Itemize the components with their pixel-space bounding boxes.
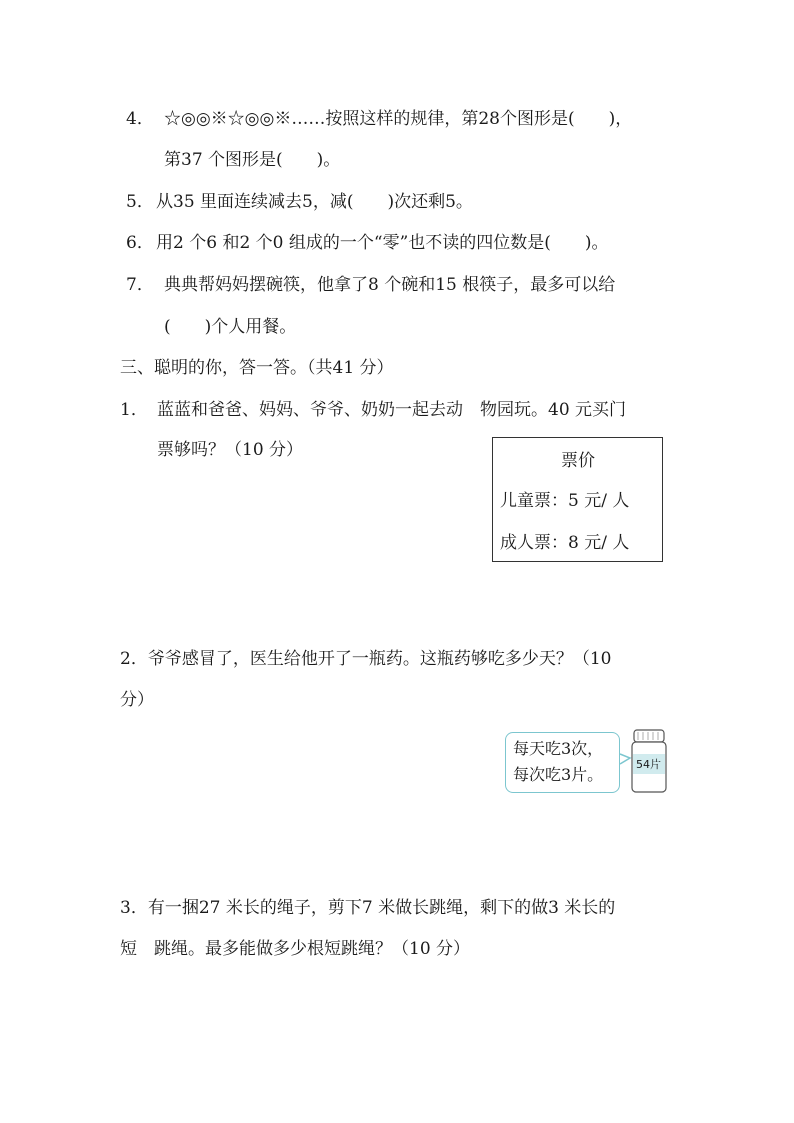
problem-1-number: 1．: [120, 400, 148, 420]
question-7-text-cont: ( )个人用餐。: [164, 317, 297, 337]
question-6-number: 6．: [126, 233, 154, 253]
problem-1-text: 蓝蓝和爸爸、妈妈、爷爷、奶奶一起去动 物园玩。40 元买门: [157, 400, 627, 420]
question-4-number: 4．: [126, 109, 154, 129]
problem-2-text-cont: 分）: [120, 690, 154, 710]
question-6-text: 用2 个6 和2 个0 组成的一个“零”也不读的四位数是( )。: [156, 233, 609, 253]
ticket-price-box: [492, 437, 663, 562]
question-4-text-cont: 第37 个图形是( )。: [164, 150, 341, 170]
dosage-line-2: 每次吃3片。: [513, 765, 604, 784]
question-7-number: 7．: [126, 275, 154, 295]
question-5-text: 从35 里面连续减去5，减( )次还剩5。: [156, 192, 473, 212]
section-3-title: 三、聪明的你，答一答。（共41 分）: [120, 358, 394, 378]
bottle-pill-count: 54片: [636, 758, 661, 771]
ticket-price-child: 儿童票：5 元/ 人: [500, 491, 630, 511]
question-7-text: 典典帮妈妈摆碗筷，他拿了8 个碗和15 根筷子，最多可以给: [164, 275, 616, 295]
question-4-text: ☆◎◎※☆◎◎※……按照这样的规律，第28个图形是( )，: [164, 109, 633, 129]
ticket-price-adult: 成人票：8 元/ 人: [500, 533, 630, 553]
problem-3-text: 3．有一捆27 米长的绳子，剪下7 米做长跳绳，剩下的做3 米长的: [120, 898, 616, 918]
problem-2-text: 2．爷爷感冒了，医生给他开了一瓶药。这瓶药够吃多少天？（10: [120, 649, 612, 669]
dosage-speech-bubble: [505, 732, 620, 793]
problem-1-text-cont: 票够吗？（10 分）: [157, 440, 304, 460]
ticket-price-title: 票价: [561, 451, 595, 471]
question-5-number: 5．: [126, 192, 154, 212]
problem-3-text-cont: 短 跳绳。最多能做多少根短跳绳？（10 分）: [120, 939, 471, 959]
dosage-line-1: 每天吃3次，: [513, 739, 604, 758]
